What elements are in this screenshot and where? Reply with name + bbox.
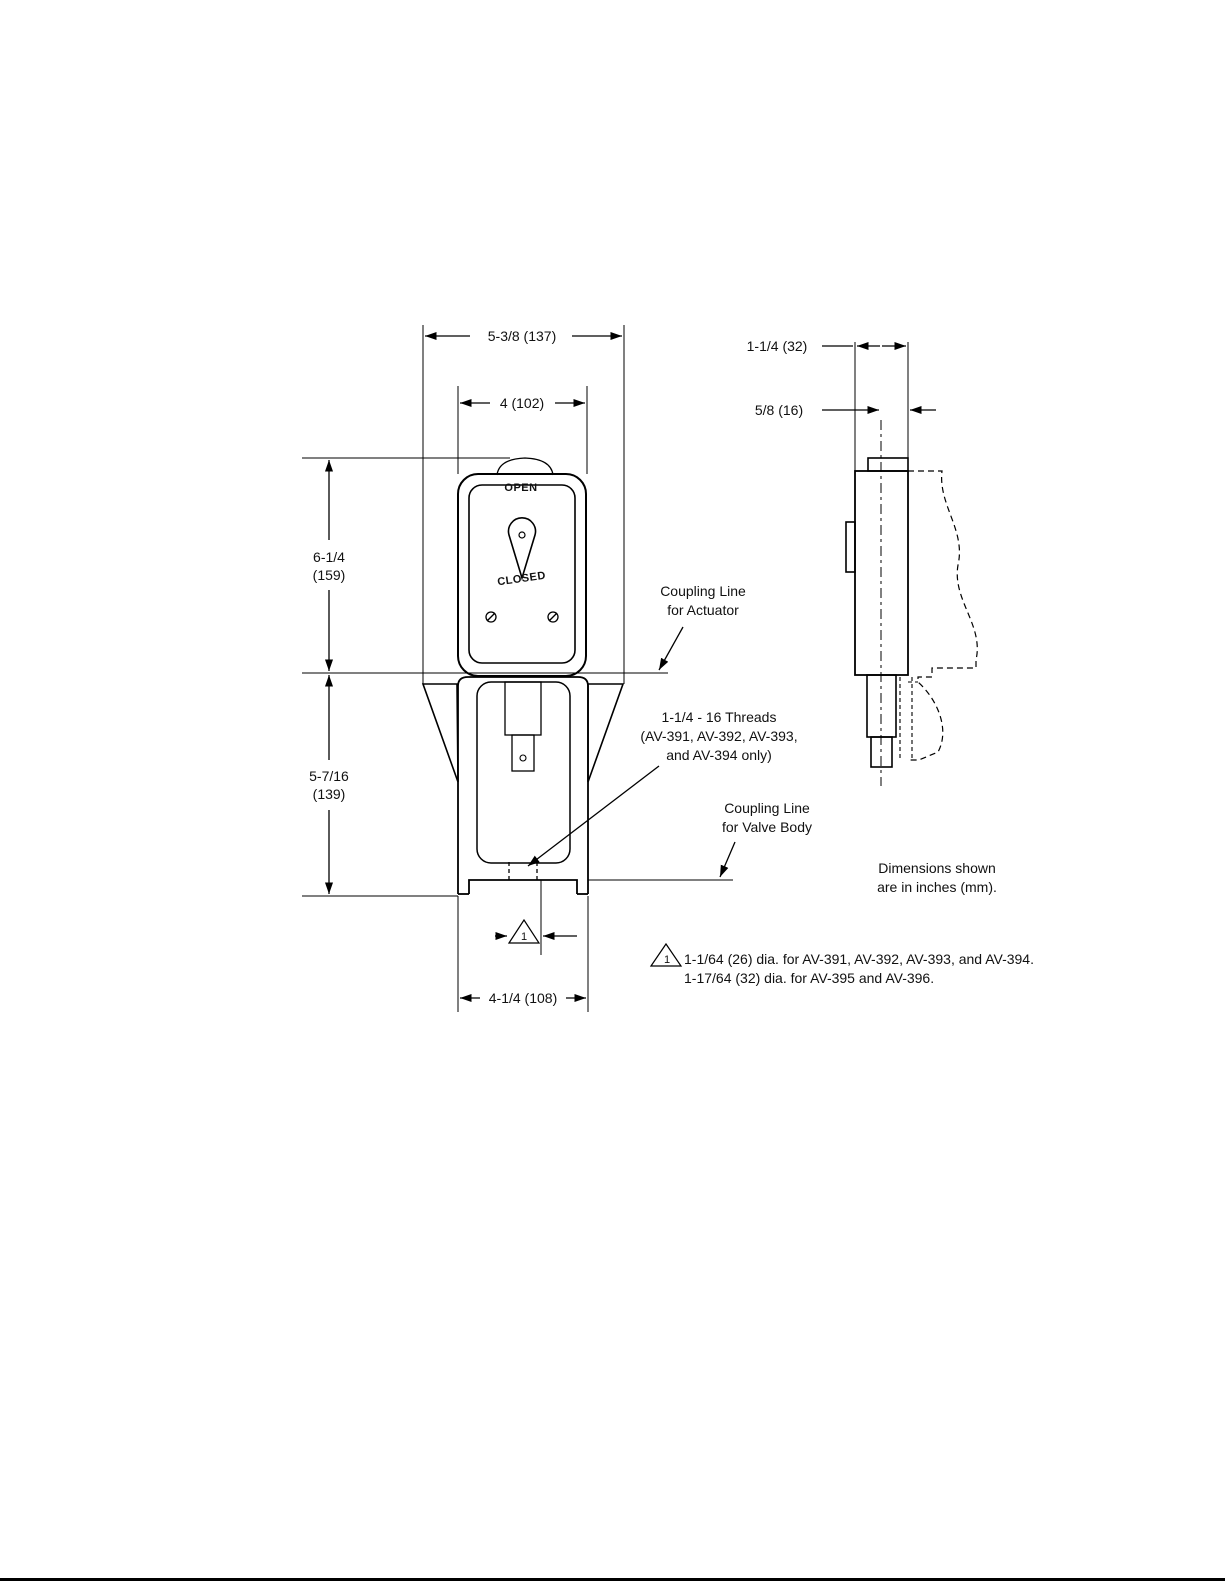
dim-bottom-height-in: 5-7/16 [309,768,349,784]
leader-line [659,627,683,670]
callout-threads-line-2: (AV-391, AV-392, AV-393, [640,728,798,744]
valve-body-phantom-outline [908,471,977,760]
side-view [822,342,977,786]
screw-icon [548,612,558,622]
dim-side-depth: 1-1/4 (32) [746,338,808,354]
labels [309,328,1034,1006]
right-bracket-wing [588,684,623,782]
front-view [302,325,735,1012]
dim-top-height-mm: (159) [312,567,346,583]
callout-coupling-valve-line-1: Coupling Line [724,800,810,816]
dim-overall-width: 5-3/8 (137) [487,328,557,344]
plate-closed-label: CLOSED [496,569,547,589]
units-note-line-1: Dimensions shown [878,860,996,876]
side-shaft [867,675,896,737]
screw-icon [486,612,496,622]
dim-body-width: 4 (102) [499,395,545,411]
side-knob [868,458,908,471]
footnote-line-2: 1-17/64 (32) dia. for AV-395 and AV-396. [684,970,935,986]
callout-coupling-actuator-line-1: Coupling Line [660,583,746,599]
page-bottom-rule [0,1578,1225,1581]
dim-base-width: 4-1/4 (108) [488,990,558,1006]
callout-threads-line-1: 1-1/4 - 16 Threads [661,709,777,725]
footnote-marker-number: 1 [663,954,671,966]
side-knob-tab [846,522,855,572]
top-knob [497,458,553,475]
dim-bottom-height-mm: (139) [312,786,346,802]
left-bracket-wing [423,684,458,782]
yoke-bracket [458,677,588,894]
footnote-line-1: 1-1/64 (26) dia. for AV-391, AV-392, AV-393, and AV-394. [684,951,1034,967]
plate-open-label: OPEN [504,482,538,494]
dim-top-height-in: 6-1/4 [313,549,345,565]
leader-line [720,842,735,877]
leader-line [528,766,659,866]
callout-coupling-actuator-line-2: for Actuator [667,602,739,618]
position-pointer-icon [509,518,536,578]
units-note-line-2: are in inches (mm). [877,879,997,895]
dim-bore-marker: 1 [520,931,528,943]
callout-threads-line-3: and AV-394 only) [666,747,772,763]
callout-coupling-valve-line-2: for Valve Body [721,819,813,835]
dim-side-offset: 5/8 (16) [754,402,804,418]
